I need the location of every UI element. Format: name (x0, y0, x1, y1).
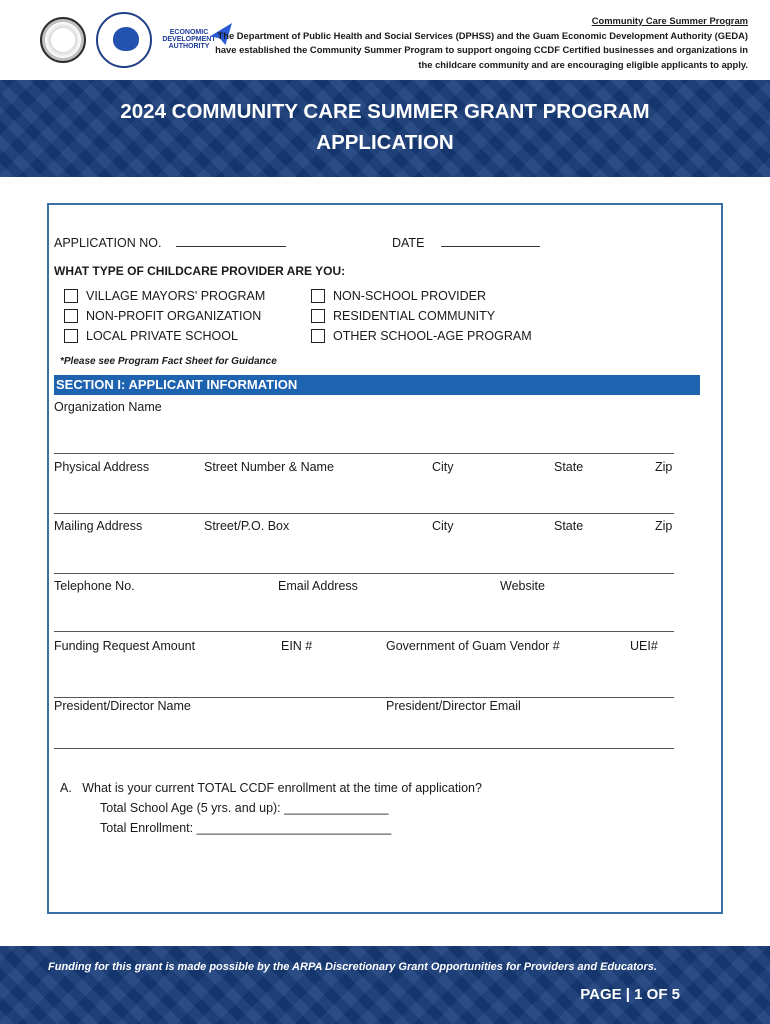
checkbox-non-school[interactable] (311, 289, 486, 303)
mailing-street-label: Street/P.O. Box (204, 519, 290, 533)
page-footer (0, 946, 770, 1024)
header-description (203, 14, 748, 72)
school-age-field[interactable]: Total School Age (5 yrs. and up): _______________ (100, 801, 389, 815)
banner-subtitle: APPLICATION (316, 131, 454, 154)
organization-name-field[interactable] (54, 420, 674, 454)
checkbox-residential[interactable] (311, 309, 495, 323)
ein-label: EIN # (281, 639, 313, 653)
director-name-label: President/Director Name (54, 699, 191, 713)
director-field[interactable] (54, 715, 674, 749)
checkbox-box[interactable] (64, 329, 78, 343)
mailing-zip-label: Zip (655, 519, 673, 533)
checkbox-label: RESIDENTIAL COMMUNITY (333, 309, 496, 323)
uei-label: UEI# (630, 639, 658, 653)
section1-header: SECTION I: APPLICANT INFORMATION (54, 375, 700, 395)
date-label: DATE (392, 236, 425, 250)
guam-seal-logo (40, 17, 86, 63)
application-no-field[interactable] (176, 233, 286, 247)
physical-street-label: Street Number & Name (204, 460, 334, 474)
application-no-label: APPLICATION NO. (54, 236, 162, 250)
checkbox-box[interactable] (64, 309, 78, 323)
checkbox-box[interactable] (311, 289, 325, 303)
title-banner (0, 80, 770, 177)
bureau-logo (96, 12, 152, 68)
page-header (0, 0, 770, 80)
checkbox-label: VILLAGE MAYORS' PROGRAM (86, 289, 266, 303)
physical-address-label: Physical Address (54, 460, 150, 474)
checkbox-village-mayors[interactable] (64, 289, 265, 303)
website-label: Website (500, 579, 545, 593)
director-email-label: President/Director Email (386, 699, 521, 713)
mailing-address-field[interactable] (54, 540, 674, 574)
mailing-state-label: State (554, 519, 584, 533)
physical-zip-label: Zip (655, 460, 673, 474)
total-enrollment-field[interactable]: Total Enrollment: ____________________________ (100, 821, 392, 835)
checkbox-label: LOCAL PRIVATE SCHOOL (86, 329, 238, 343)
banner-title: 2024 COMMUNITY CARE SUMMER GRANT PROGRAM (120, 100, 650, 123)
checkbox-label: OTHER SCHOOL-AGE PROGRAM (333, 329, 532, 343)
mailing-address-label: Mailing Address (54, 519, 143, 533)
contact-field[interactable] (54, 598, 674, 632)
checkbox-box[interactable] (64, 289, 78, 303)
program-title: Community Care Summer Program (591, 15, 748, 26)
checkbox-label: NON-PROFIT ORGANIZATION (86, 309, 262, 323)
funding-field[interactable] (54, 664, 674, 698)
checkbox-box[interactable] (311, 309, 325, 323)
checkbox-other-school-age[interactable] (311, 329, 532, 343)
description-line-2: have established the Community Summer Program to support ongoing CCDF Certified businesses and organizations in (215, 44, 748, 55)
organization-name-label: Organization Name (54, 400, 162, 414)
email-label: Email Address (278, 579, 358, 593)
funding-note: Funding for this grant is made possible by the ARPA Discretionary Grant Opportunities for Providers and Educators. (48, 961, 657, 973)
mailing-city-label: City (432, 519, 454, 533)
physical-city-label: City (432, 460, 454, 474)
checkbox-box[interactable] (311, 329, 325, 343)
vendor-label: Government of Guam Vendor # (386, 639, 560, 653)
checkbox-private-school[interactable] (64, 329, 238, 343)
provider-question: WHAT TYPE OF CHILDCARE PROVIDER ARE YOU: (54, 264, 346, 278)
physical-state-label: State (554, 460, 584, 474)
description-line-1: The Department of Public Health and Social Services (DPHSS) and the Guam Economic Development Authority (GEDA) (217, 29, 748, 41)
telephone-label: Telephone No. (54, 579, 135, 593)
guidance-note: *Please see Program Fact Sheet for Guidance (60, 356, 277, 367)
enrollment-question: A. What is your current TOTAL CCDF enrollment at the time of application? (60, 781, 482, 795)
checkbox-label: NON-SCHOOL PROVIDER (333, 289, 487, 303)
description-line-3: the childcare community and are encouraging eligible applicants to apply. (418, 58, 748, 70)
geda-logo-text: ECONOMIC DEVELOPMENT AUTHORITY (162, 29, 216, 50)
funding-amount-label: Funding Request Amount (54, 639, 196, 653)
page-number: PAGE | 1 OF 5 (580, 986, 680, 1003)
checkbox-non-profit[interactable] (64, 309, 261, 323)
date-field[interactable] (441, 233, 540, 247)
physical-address-field[interactable] (54, 480, 674, 514)
